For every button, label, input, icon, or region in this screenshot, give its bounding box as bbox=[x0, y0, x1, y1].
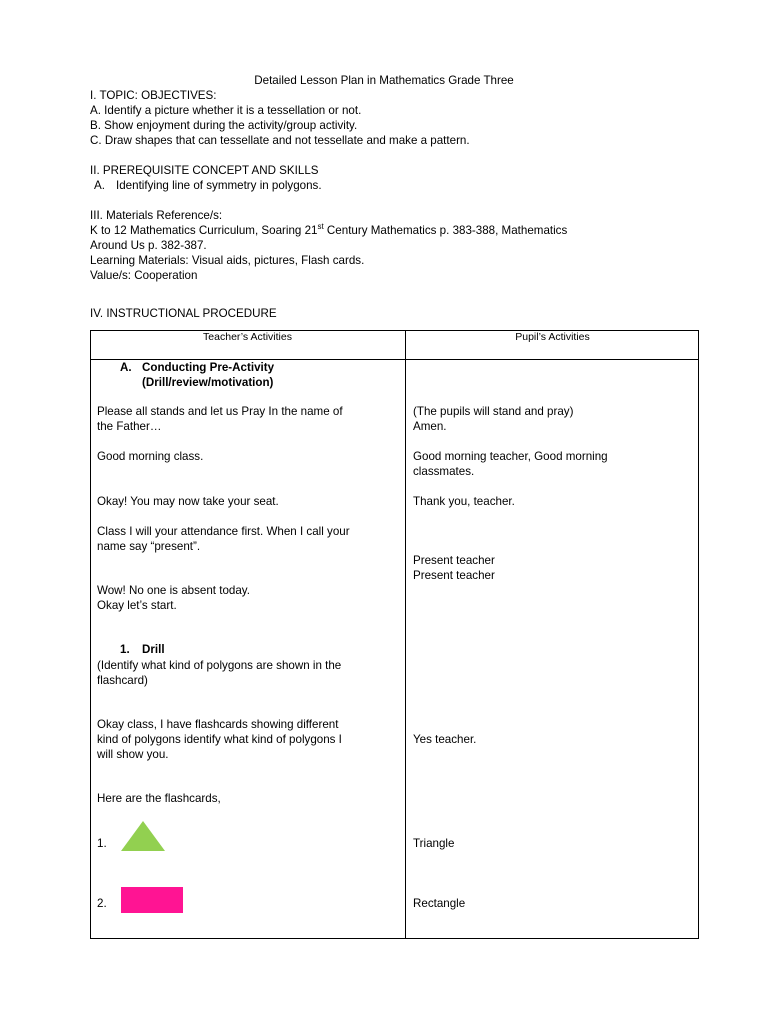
section-a-subtitle: (Drill/review/motivation) bbox=[142, 376, 274, 389]
teacher-prayer-line2: the Father… bbox=[97, 420, 162, 433]
triangle-flashcard-image bbox=[121, 821, 165, 851]
teacher-absent-line1: Wow! No one is absent today. bbox=[97, 584, 250, 597]
flashcard-2-answer: Rectangle bbox=[413, 897, 466, 910]
flashcard-2-number: 2. bbox=[97, 897, 107, 910]
table-column-divider bbox=[405, 330, 406, 939]
objectives-heading: I. TOPIC: OBJECTIVES: bbox=[90, 89, 217, 102]
drill-marker: 1. bbox=[120, 643, 130, 656]
pupil-prayer-line1: (The pupils will stand and pray) bbox=[413, 405, 574, 418]
drill-description-line2: flashcard) bbox=[97, 674, 148, 687]
pupil-thanks: Thank you, teacher. bbox=[413, 495, 515, 508]
materials-reference-line1 bbox=[90, 223, 567, 238]
pupil-column-header: Pupil’s Activities bbox=[515, 331, 590, 343]
objective-a: A. Identify a picture whether it is a tessellation or not. bbox=[90, 104, 362, 117]
teacher-attendance-line1: Class I will your attendance first. When I call your bbox=[97, 525, 350, 538]
procedure-heading: IV. INSTRUCTIONAL PROCEDURE bbox=[90, 307, 277, 320]
materials-heading: III. Materials Reference/s: bbox=[90, 209, 223, 222]
prerequisite-a-text: Identifying line of symmetry in polygons. bbox=[116, 179, 322, 192]
teacher-greeting: Good morning class. bbox=[97, 450, 204, 463]
reference-superscript: st bbox=[317, 222, 324, 232]
teacher-prayer-line1: Please all stands and let us Pray In the name of bbox=[97, 405, 343, 418]
objective-c: C. Draw shapes that can tessellate and not tessellate and make a pattern. bbox=[90, 134, 470, 147]
drill-description-line1: (Identify what kind of polygons are shown in the bbox=[97, 659, 342, 672]
values: Value/s: Cooperation bbox=[90, 269, 198, 282]
flashcard-1-answer: Triangle bbox=[413, 837, 455, 850]
objective-b: B. Show enjoyment during the activity/group activity. bbox=[90, 119, 358, 132]
document-title: Detailed Lesson Plan in Mathematics Grade Three bbox=[254, 74, 514, 87]
teacher-seat: Okay! You may now take your seat. bbox=[97, 495, 279, 508]
teacher-attendance-line2: name say “present”. bbox=[97, 540, 201, 553]
teacher-absent-line2: Okay let’s start. bbox=[97, 599, 177, 612]
learning-materials: Learning Materials: Visual aids, pictures, Flash cards. bbox=[90, 254, 365, 267]
activities-table bbox=[90, 330, 699, 939]
pupil-present-1: Present teacher bbox=[413, 554, 495, 567]
materials-reference-line2: Around Us p. 382-387. bbox=[90, 239, 207, 252]
reference-text-pre: K to 12 Mathematics Curriculum, Soaring 21 bbox=[90, 224, 318, 237]
pupil-prayer-line2: Amen. bbox=[413, 420, 447, 433]
pupil-greeting-line2: classmates. bbox=[413, 465, 475, 478]
section-a-title: Conducting Pre-Activity bbox=[142, 361, 275, 374]
section-a-marker: A. bbox=[120, 361, 132, 374]
reference-text-post: Century Mathematics p. 383-388, Mathematics bbox=[323, 224, 568, 237]
flashcard-1-number: 1. bbox=[97, 837, 107, 850]
pupil-yes-teacher: Yes teacher. bbox=[413, 733, 477, 746]
pupil-present-2: Present teacher bbox=[413, 569, 495, 582]
prerequisite-heading: II. PREREQUISITE CONCEPT AND SKILLS bbox=[90, 164, 319, 177]
teacher-column-header: Teacher’s Activities bbox=[203, 331, 292, 343]
drill-title: Drill bbox=[142, 643, 165, 656]
teacher-flashcards-line2: kind of polygons identify what kind of polygons I bbox=[97, 733, 342, 746]
pupil-greeting-line1: Good morning teacher, Good morning bbox=[413, 450, 608, 463]
prerequisite-a-marker: A. bbox=[94, 179, 105, 192]
teacher-flashcards-line1: Okay class, I have flashcards showing different bbox=[97, 718, 339, 731]
teacher-here-flashcards: Here are the flashcards, bbox=[97, 792, 221, 805]
teacher-flashcards-line3: will show you. bbox=[97, 748, 169, 761]
rectangle-flashcard-image bbox=[121, 887, 183, 913]
